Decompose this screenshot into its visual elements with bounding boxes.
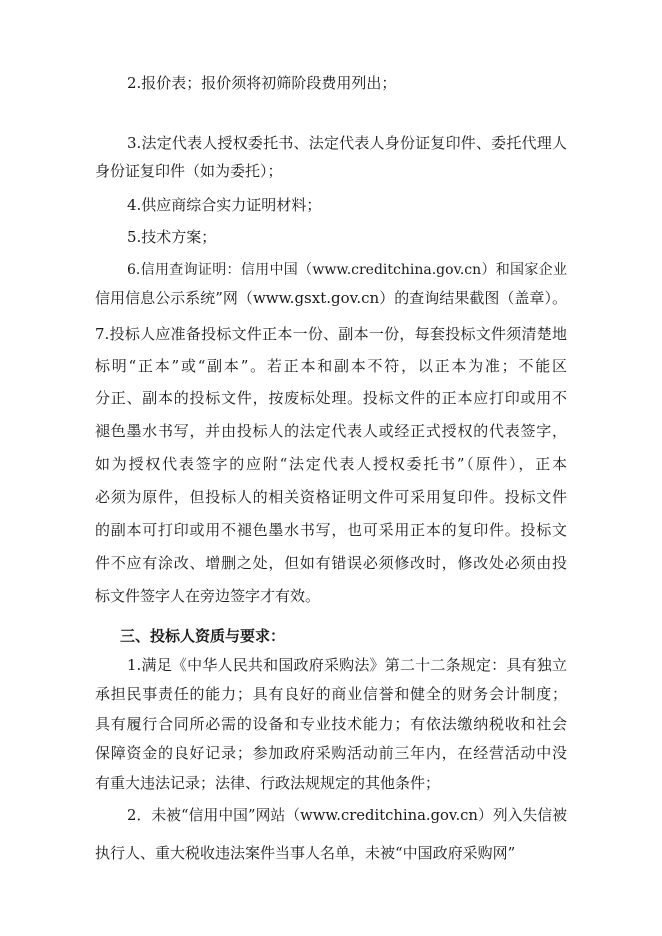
section-heading: 三、投标人资质与要求： [120,627,286,645]
item-6-line: 信用信息公示系统”网（www.gsxt.gov.cn）的查询结果截图（盖章）。 [95,289,567,307]
item-7-line: 必须为原件，但投标人的相关资格证明文件可采用复印件。投标文件 [95,488,567,506]
requirement-2-line: 2．未被“信用中国”网站（www.creditchina.gov.cn）列入失信被 [127,807,567,824]
requirement-1-line: 保障资金的良好记录；参加政府采购活动前三年内，在经营活动中没 [95,744,567,762]
item-3-line: 3.法定代表人授权委托书、法定代表人身份证复印件、委托代理人 [127,134,567,152]
item-5-line: 5.技术方案； [127,228,217,246]
requirement-1-line: 具有履行合同所必需的设备和专业技术能力；有依法缴纳税收和社会 [95,715,567,733]
item-3-line: 身份证复印件（如为委托）； [95,162,283,180]
requirement-1-line: 有重大违法记录；法律、行政法规规定的其他条件； [95,774,441,792]
item-7-line: 褪色墨水书写，并由投标人的法定代表人或经正式授权的代表签字， [95,422,567,440]
item-7-line: 7.投标人应准备投标文件正本一份、副本一份，每套投标文件须清楚地 [95,325,567,343]
item-7-line: 分正、副本的投标文件，按废标处理。投标文件的正本应打印或用不 [95,389,567,407]
item-7-line: 如为授权代表签字的应附“法定代表人授权委托书”（原件），正本 [95,455,567,473]
requirement-1-line: 承担民事责任的能力；具有良好的商业信誉和健全的财务会计制度； [95,685,567,703]
item-7-line: 标明“正本”或“副本”。若正本和副本不符，以正本为准；不能区 [95,357,567,375]
item-2-line: 2.报价表；报价须将初筛阶段费用列出； [127,74,397,92]
item-4-line: 4.供应商综合实力证明材料； [127,196,322,214]
item-7-line: 的副本可打印或用不褪色墨水书写，也可采用正本的复印件。投标文 [95,521,567,539]
item-7-line: 件不应有涂改、增删之处，但如有错误必须修改时，修改处必须由投 [95,554,567,572]
item-6-line: 6.信用查询证明：信用中国（www.creditchina.gov.cn）和国家企业 [127,262,567,278]
requirement-1-line: 1.满足《中华人民共和国政府采购法》第二十二条规定：具有独立 [127,656,567,674]
item-7-line: 标文件签字人在旁边签字才有效。 [95,587,321,605]
requirement-2-line: 执行人、重大税收违法案件当事人名单，未被“中国政府采购网” [95,844,516,862]
